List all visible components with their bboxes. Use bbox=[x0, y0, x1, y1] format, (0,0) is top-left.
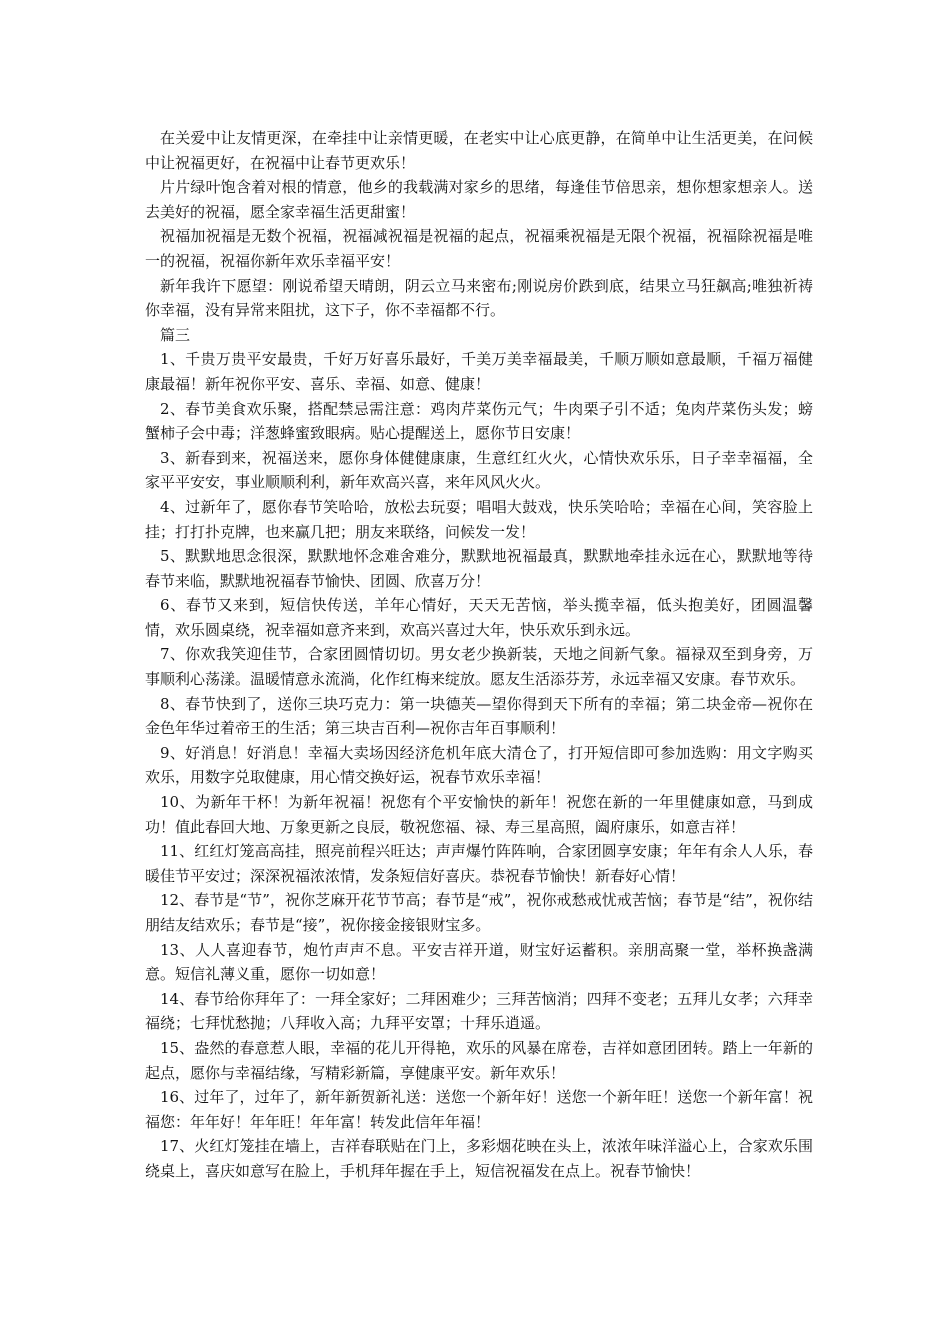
section-title: 篇三 bbox=[160, 325, 191, 344]
list-item-15: 15、盎然的春意惹人眼，幸福的花儿开得艳，欢乐的风暴在席卷，吉祥如意团团转。踏上一年新的起点，愿你与幸福结缘，写精彩新篇，享健康平安。新年欢乐！ bbox=[145, 1038, 813, 1082]
intro-paragraph-4: 新年我许下愿望：刚说希望天晴朗，阴云立马来密布;刚说房价跌到底，结果立马狂飙高;唯独祈祷你幸福，没有异常来阻扰，这下子，你不幸福都不行。 bbox=[145, 276, 813, 320]
intro-paragraph-2: 片片绿叶饱含着对根的情意，他乡的我载满对家乡的思绪，每逢佳节倍思亲，想你想家想亲人。送去美好的祝福，愿全家幸福生活更甜蜜！ bbox=[145, 178, 813, 221]
intro-paragraph-1: 在关爱中让友情更深，在牵挂中让亲情更暖，在老实中让心底更静，在简单中让生活更美，在问候中让祝福更好，在祝福中让春节更欢乐！ bbox=[145, 129, 813, 172]
list-item-13: 13、人人喜迎春节，炮竹声声不息。平安吉祥开道，财宝好运蓄积。亲朋高聚一堂，举杯换盏满意。短信礼薄义重，愿你一切如意！ bbox=[145, 940, 813, 984]
list-item-8: 8、春节快到了，送你三块巧克力：第一块德芙—望你得到天下所有的幸福；第二块金帝—祝你在金色年华过着帝王的生活；第三块吉百利—祝你吉年百事顺利！ bbox=[145, 694, 813, 738]
intro-paragraph-3: 祝福加祝福是无数个祝福，祝福减祝福是祝福的起点，祝福乘祝福是无限个祝福，祝福除祝福是唯一的祝福，祝福你新年欢乐幸福平安！ bbox=[145, 227, 813, 270]
list-item-5: 5、默默地思念很深，默默地怀念难舍难分，默默地祝福最真，默默地牵挂永远在心，默默地等待春节来临，默默地祝福春节愉快、团圆、欣喜万分！ bbox=[145, 547, 813, 590]
list-item-12: 12、春节是“节”，祝你芝麻开花节节高；春节是“戒”，祝你戒愁戒忧戒苦恼；春节是“结”，祝你结朋结友结欢乐；春节是“接”，祝你接金接银财宝多。 bbox=[145, 891, 813, 934]
list-item-14: 14、春节给你拜年了：一拜全家好；二拜困难少；三拜苦恼消；四拜不变老；五拜儿女孝；六拜幸福绕；七拜忧愁抛；八拜收入高；九拜平安罩；十拜乐逍遥。 bbox=[145, 989, 813, 1033]
list-item-2: 2、春节美食欢乐聚，搭配禁忌需注意：鸡肉芹菜伤元气；牛肉栗子引不适；兔肉芹菜伤头发；螃蟹柿子会中毒；洋葱蜂蜜致眼病。贴心提醒送上，愿你节日安康！ bbox=[145, 399, 813, 443]
list-item-11: 11、红红灯笼高高挂，照亮前程兴旺达；声声爆竹阵阵响，合家团圆享安康；年年有余人人乐，春暖佳节平安过；深深祝福浓浓情，发条短信好喜庆。恭祝春节愉快！新春好心情！ bbox=[145, 842, 813, 885]
list-item-3: 3、新春到来，祝福送来，愿你身体健健康康，生意红红火火，心情快欢乐乐，日子幸幸福福，全家平平安安，事业顺顺利利，新年欢高兴喜，来年风风火火。 bbox=[145, 448, 813, 492]
list-item-7: 7、你欢我笑迎佳节，合家团圆情切切。男女老少换新装，天地之间新气象。福禄双至到身旁，万事顺利心荡漾。温暖情意永流淌，化作红梅来绽放。愿友生活添芬芳，永远幸福又安康。春节欢乐。 bbox=[145, 645, 813, 689]
list-item-9: 9、好消息！好消息！幸福大卖场因经济危机年底大清仓了，打开短信即可参加选购：用文字购买欢乐，用数字兑取健康，用心情交换好运，祝春节欢乐幸福！ bbox=[145, 743, 813, 787]
list-item-4: 4、过新年了，愿你春节笑哈哈，放松去玩耍；唱唱大鼓戏，快乐笑哈哈；幸福在心间，笑容脸上挂；打打扑克牌，也来赢几把；朋友来联络，问候发一发！ bbox=[145, 497, 813, 541]
list-item-10: 10、为新年干杯！为新年祝福！祝您有个平安愉快的新年！祝您在新的一年里健康如意，马到成功！值此春回大地、万象更新之良辰，敬祝您福、禄、寿三星高照，阖府康乐，如意吉祥！ bbox=[145, 793, 813, 836]
list-item-6: 6、春节又来到，短信快传送，羊年心情好，天天无苦恼，举头揽幸福，低头抱美好，团圆温馨情，欢乐圆桌绕，祝幸福如意齐来到，欢高兴喜过大年，快乐欢乐到永远。 bbox=[145, 596, 813, 639]
document-body bbox=[145, 126, 813, 1184]
list-item-1: 1、千贵万贵平安最贵，千好万好喜乐最好，千美万美幸福最美，千顺万顺如意最顺，千福万福健康最福！新年祝你平安、喜乐、幸福、如意、健康！ bbox=[145, 350, 813, 393]
list-item-17: 17、火红灯笼挂在墙上，吉祥春联贴在门上，多彩烟花映在头上，浓浓年味洋溢心上，合家欢乐围绕桌上，喜庆如意写在脸上，手机拜年握在手上，短信祝福发在点上。祝春节愉快！ bbox=[145, 1137, 813, 1180]
list-item-16: 16、过年了，过年了，新年新贺新礼送：送您一个新年好！送您一个新年旺！送您一个新年富！祝福您：年年好！年年旺！年年富！转发此信年年福！ bbox=[145, 1088, 813, 1131]
